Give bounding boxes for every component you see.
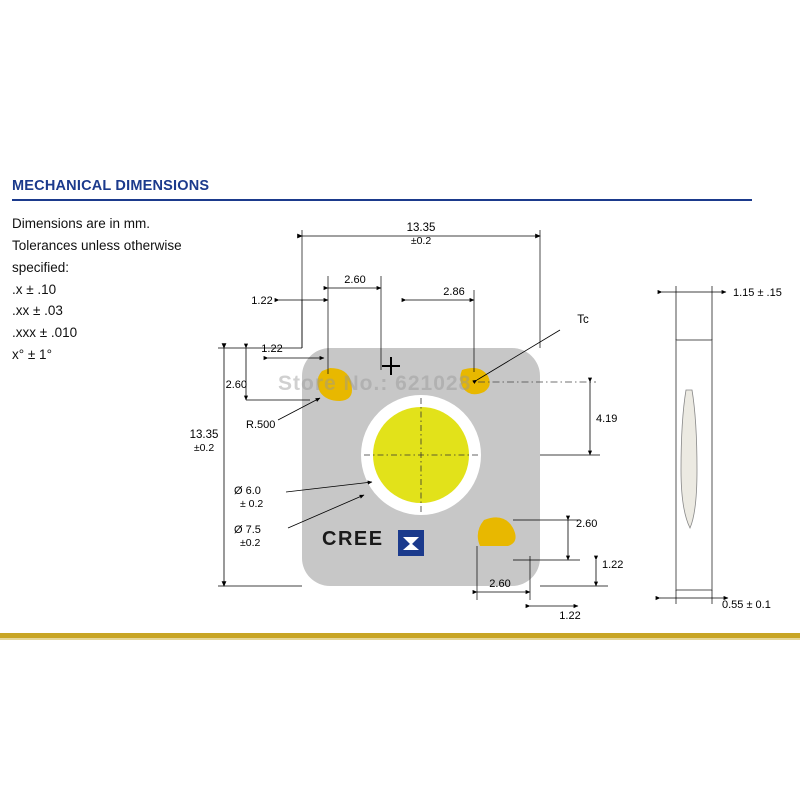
note-line-5: .xx ± .03 xyxy=(12,303,63,319)
dim-419-value: 4.19 xyxy=(596,413,618,425)
dim-top-overall-tol: ±0.2 xyxy=(410,235,432,247)
dim-left-260-value: 2.60 xyxy=(225,379,247,391)
note-line-7: x° ± 1° xyxy=(12,347,52,363)
dim-side-thickness-value: 1.15 ± .15 xyxy=(733,287,782,299)
dim-side-base-value: 0.55 ± 0.1 xyxy=(722,599,771,611)
dim-bottom-122-value: 1.22 xyxy=(559,610,581,622)
page-title: MECHANICAL DIMENSIONS xyxy=(12,178,210,194)
note-line-1: Dimensions are in mm. xyxy=(12,216,151,231)
note-line-3: specified: xyxy=(12,259,70,275)
dim-dia75-tol: ±0.2 xyxy=(240,537,261,549)
watermark: Store No.: 621028 xyxy=(278,372,472,395)
dim-dia75-value: Ø 7.5 xyxy=(234,524,261,536)
footer-rule-gold-light xyxy=(0,638,800,640)
note-line-6: .xxx ± .010 xyxy=(12,325,78,341)
brand-name: CREE xyxy=(322,528,384,550)
dim-left-overall-tol: ±0.2 xyxy=(193,442,215,454)
label-tc: Tc xyxy=(577,314,589,326)
dim-radius-value: R.500 xyxy=(246,419,276,431)
dim-top-260-value: 2.60 xyxy=(344,274,366,286)
dim-dia6-value: Ø 6.0 xyxy=(234,485,261,497)
dim-286-value: 2.86 xyxy=(443,286,465,298)
dim-top-122-value: 1.22 xyxy=(251,295,273,307)
dim-right-260-value: 2.60 xyxy=(576,518,598,530)
dim-bottom-260-value: 2.60 xyxy=(489,578,511,590)
dim-left-122-value: 1.22 xyxy=(261,343,283,355)
dim-dia6-tol: ± 0.2 xyxy=(240,498,264,510)
cree-logo-icon xyxy=(398,530,424,556)
note-line-2: Tolerances unless otherwise xyxy=(12,237,182,253)
dim-top-overall-value: 13.35 xyxy=(406,222,436,234)
side-view-dome xyxy=(681,390,697,528)
dim-right-122-value: 1.22 xyxy=(602,559,624,571)
dim-left-overall-value: 13.35 xyxy=(189,429,219,441)
note-line-4: .x ± .10 xyxy=(12,281,57,297)
